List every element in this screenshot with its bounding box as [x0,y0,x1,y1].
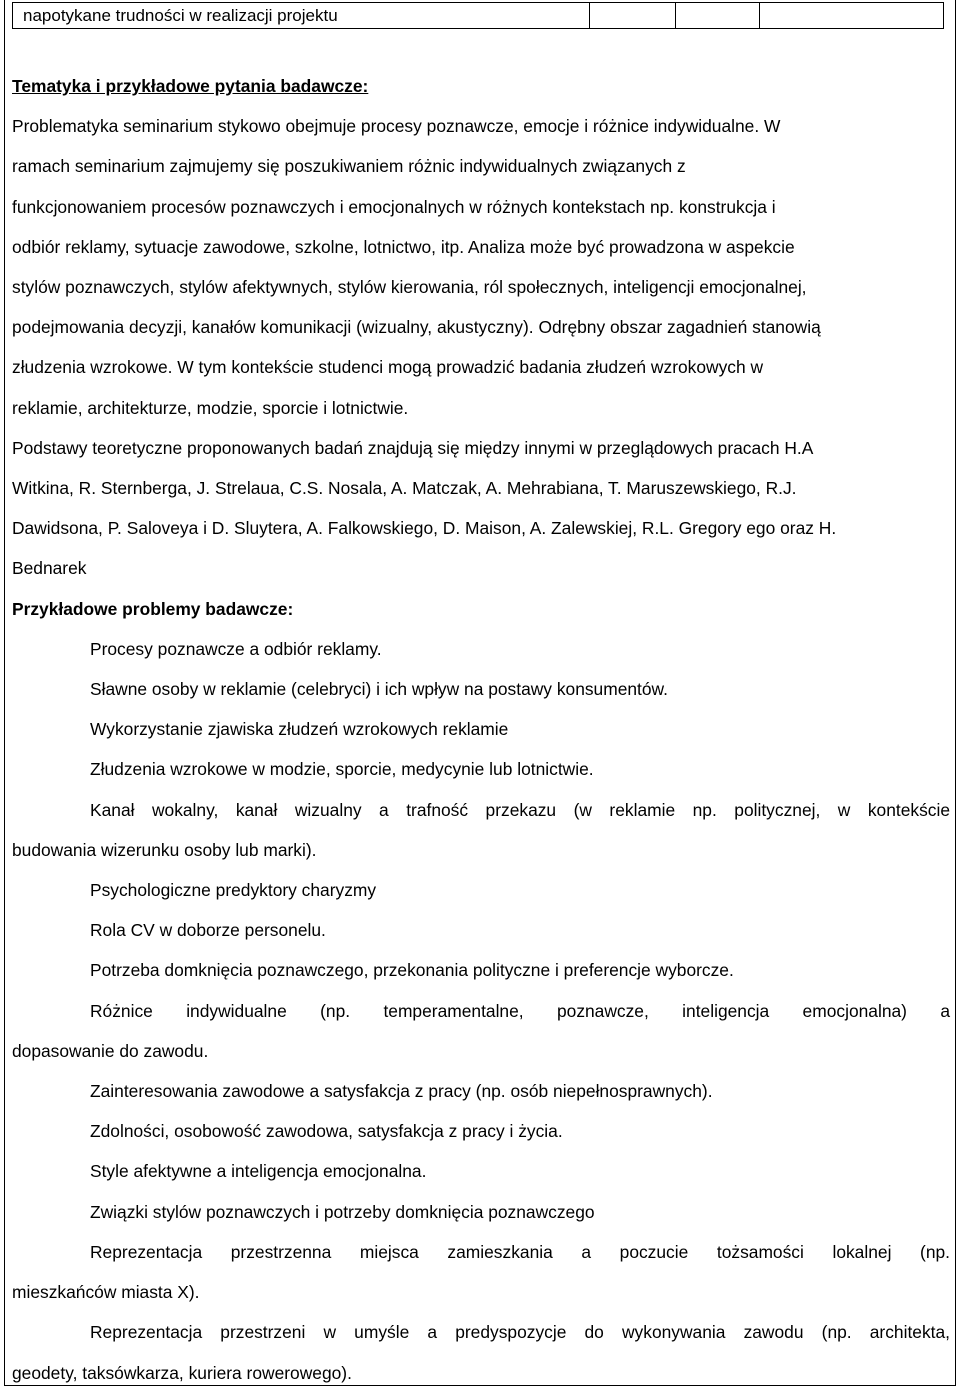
header-cell-empty-1 [590,3,676,28]
problem-item-continuation: geodety, taksówkarza, kuriera rowerowego). [12,1362,352,1383]
problem-item: Zdolności, osobowość zawodowa, satysfakcja z pracy i życia. [90,1121,563,1142]
problem-item: Sławne osoby w reklamie (celebryci) i ich wpływ na postawy konsumentów. [90,679,668,700]
problem-item: Złudzenia wzrokowe w modzie, sporcie, medycynie lub lotnictwie. [90,759,594,780]
basis-line: Witkina, R. Sternberga, J. Strelaua, C.S. Nosala, A. Matczak, A. Mehrabiana, T. Maruszewskiego, R.J. [12,478,797,499]
intro-line: ramach seminarium zajmujemy się poszukiwaniem różnic indywidualnych związanych z [12,156,686,177]
problem-item: Style afektywne a inteligencja emocjonalna. [90,1161,427,1182]
problems-heading: Przykładowe problemy badawcze: [12,598,294,619]
problem-item: Potrzeba domknięcia poznawczego, przekonania polityczne i preferencje wyborcze. [90,960,734,981]
intro-line: Problematyka seminarium stykowo obejmuje procesy poznawcze, emocje i różnice indywidualne. W [12,116,781,137]
intro-paragraph [12,106,950,428]
intro-line: podejmowania decyzji, kanałów komunikacji (wizualny, akustyczny). Odrębny obszar zagadnień stanowią [12,317,821,338]
problems-list [12,629,950,1393]
intro-line: złudzenia wzrokowe. W tym kontekście studenci mogą prowadzić badania złudzeń wzrokowych w [12,357,764,378]
problem-item-line: Reprezentacja przestrzenna miejsca zamieszkania a poczucie tożsamości lokalnej (np. [90,1241,950,1262]
intro-line: stylów poznawczych, stylów afektywnych, stylów kierowania, ról społecznych, inteligencji emocjonalnej, [12,277,807,298]
document-body [12,66,950,1393]
basis-line: Podstawy teoretyczne proponowanych badań znajdują się między innymi w przeglądowych pracach H.A [12,437,814,458]
header-cell-empty-3 [760,3,943,28]
basis-line: Bednarek [12,558,87,579]
problem-item [12,790,950,870]
problem-item: Procesy poznawcze a odbiór reklamy. [90,638,382,659]
header-cell-empty-2 [676,3,761,28]
problem-item-line: Różnice indywidualne (np. temperamentalne, poznawcze, inteligencja emocjonalna) a [90,1000,950,1021]
problem-item-line: Kanał wokalny, kanał wizualny a trafność przekazu (w reklamie np. politycznej, w kontekście [90,799,950,820]
problem-item: Wykorzystanie zjawiska złudzeń wzrokowych reklamie [90,719,509,740]
problem-item [12,1312,950,1392]
problem-item [12,991,950,1071]
header-cell-difficulties: napotykane trudności w realizacji projektu [13,3,590,28]
intro-line: reklamie, architekturze, modzie, sporcie i lotnictwie. [12,397,409,418]
header-table [12,2,944,29]
problem-item: Rola CV w doborze personelu. [90,920,326,941]
problem-item-continuation: dopasowanie do zawodu. [12,1040,209,1061]
problem-item-line: Reprezentacja przestrzeni w umyśle a predyspozycje do wykonywania zawodu (np. architekta, [90,1322,950,1343]
basis-paragraph [12,428,950,589]
problem-item [12,1232,950,1312]
problem-item-continuation: mieszkańców miasta X). [12,1282,200,1303]
problem-item: Psychologiczne predyktory charyzmy [90,880,377,901]
basis-line: Dawidsona, P. Saloveya i D. Sluytera, A. Falkowskiego, D. Maison, A. Zalewskiej, R.L. Gregory ego oraz H. [12,518,837,539]
problem-item: Związki stylów poznawczych i potrzeby domknięcia poznawczego [90,1201,595,1222]
intro-line: odbiór reklamy, sytuacje zawodowe, szkolne, lotnictwo, itp. Analiza może być prowadzona w aspekcie [12,236,795,257]
intro-line: funkcjonowaniem procesów poznawczych i emocjonalnych w różnych kontekstach np. konstrukcja i [12,196,776,217]
problem-item: Zainteresowania zawodowe a satysfakcja z pracy (np. osób niepełnosprawnych). [90,1081,713,1102]
section-heading: Tematyka i przykładowe pytania badawcze: [12,76,369,96]
problem-item-continuation: budowania wizerunku osoby lub marki). [12,839,317,860]
